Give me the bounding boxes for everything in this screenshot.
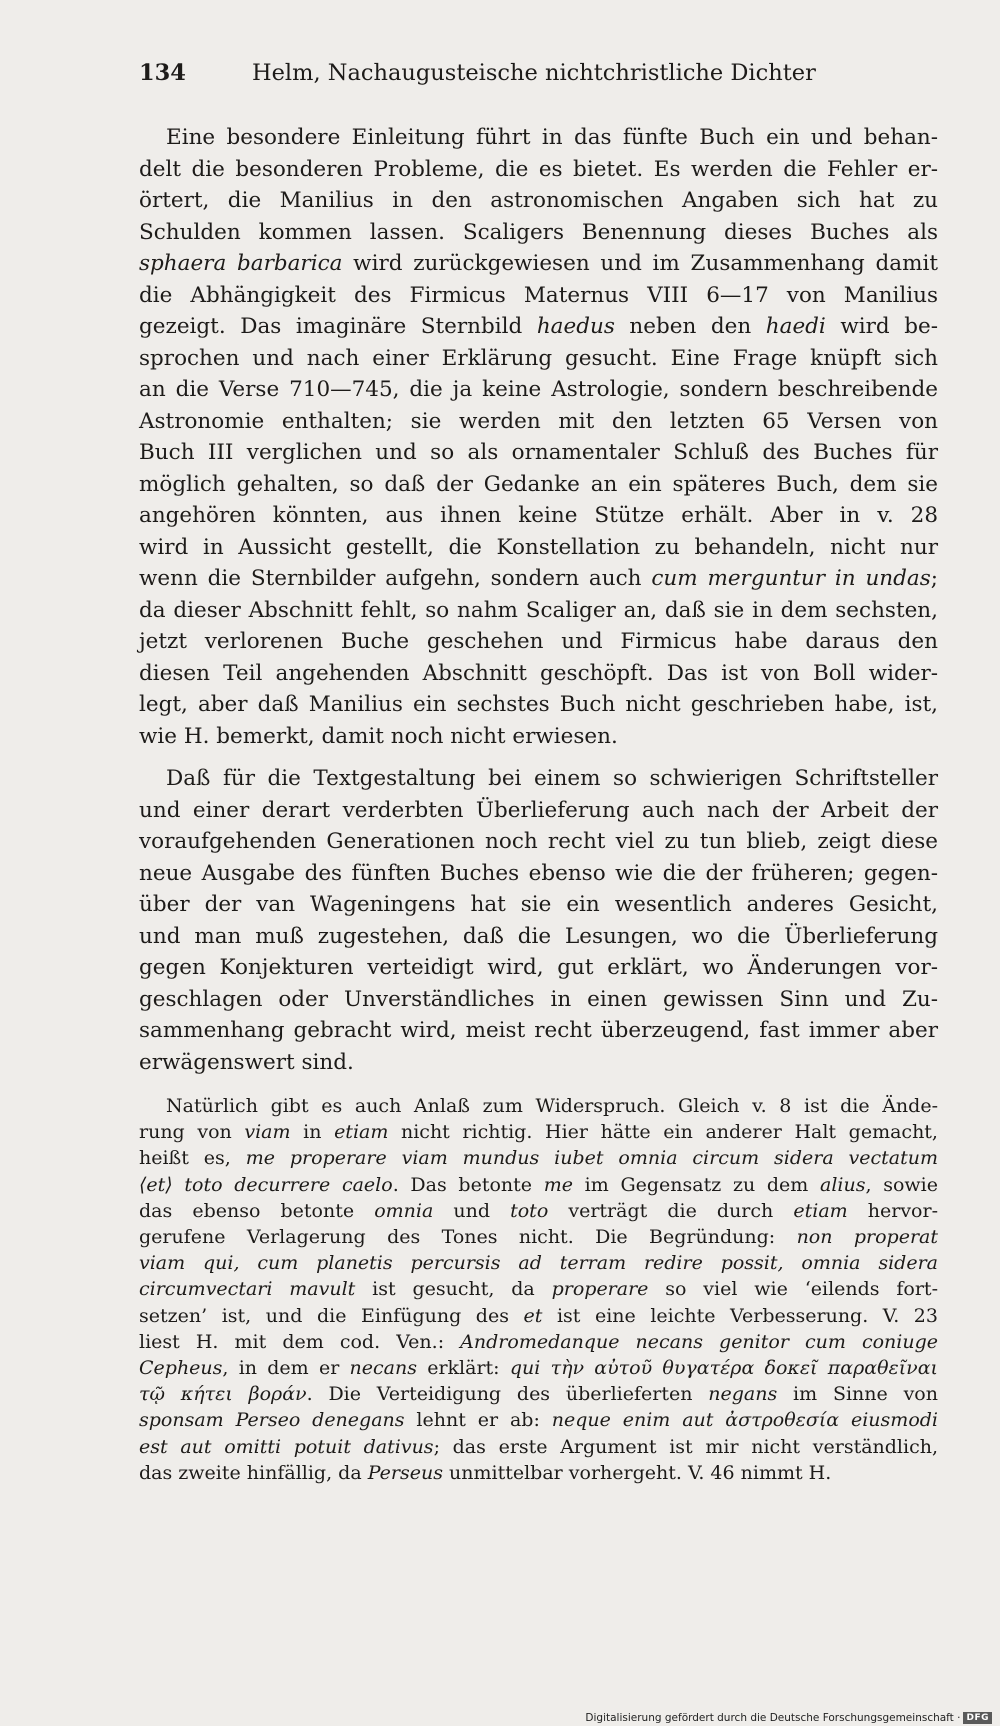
- text-line: diesen Teil angehenden Abschnitt geschöpft. Das ist von Boll wider-: [139, 660, 938, 686]
- text-line: jetzt verlorenen Buche geschehen und Firmicus habe daraus den: [139, 629, 938, 654]
- text-segment: . Das betonte: [392, 1173, 544, 1196]
- text-line: sprochen und nach einer Erklärung gesucht. Eine Frage knüpft sich: [139, 345, 938, 371]
- text-segment: verträgt die durch: [548, 1199, 794, 1222]
- text-segment: wenn die Sternbilder aufgehn, sondern auch: [139, 566, 652, 591]
- italic-segment: et: [523, 1304, 543, 1327]
- text-line: [139, 1355, 938, 1381]
- italic-segment: etiam: [793, 1199, 848, 1222]
- italic-segment: viam: [244, 1121, 291, 1144]
- italic-segment: haedi: [765, 314, 826, 339]
- italic-segment: haedus: [536, 314, 615, 339]
- italic-segment: qui τὴν αὐτοῦ θυγατέρα δοκεῖ παραθεῖναι: [509, 1357, 938, 1380]
- text-line: gegen Konjekturen verteidigt wird, gut erklärt, wo Änderungen vor-: [139, 955, 938, 980]
- italic-segment: Perseus: [367, 1461, 443, 1484]
- text-segment: im Sinne von: [777, 1383, 938, 1406]
- text-line: [139, 1119, 938, 1145]
- text-line: [139, 1303, 938, 1329]
- page-number: 134: [139, 60, 186, 86]
- text-line: an die Verse 710—745, die ja keine Astrologie, sondern beschreibende: [139, 377, 938, 402]
- text-segment: gerufene Verlagerung des Tones nicht. Die Begründung:: [139, 1226, 797, 1249]
- text-line: Astronomie enthalten; sie werden mit den letzten 65 Versen von: [139, 408, 938, 434]
- text-line: da dieser Abschnitt fehlt, so nahm Scaliger an, daß sie in dem sechsten,: [139, 597, 938, 623]
- text-line: [139, 1250, 938, 1276]
- text-line: und einer derart verderbten Überlieferung auch nach der Arbeit der: [139, 797, 938, 823]
- text-line: Natürlich gibt es auch Anlaß zum Widerspruch. Gleich v. 8 ist die Ände-: [166, 1095, 938, 1117]
- text-line: über der van Wageningens hat sie ein wesentlich anderes Gesicht,: [139, 892, 938, 917]
- italic-segment: alius: [820, 1173, 866, 1196]
- italic-segment: omnia: [374, 1199, 434, 1222]
- footer-text: Digitalisierung gefördert durch die Deutsche Forschungsgemeinschaft ·: [585, 1712, 961, 1724]
- italic-segment: sphaera barbarica: [139, 251, 343, 276]
- text-segment: lehnt er ab:: [404, 1409, 552, 1432]
- text-segment: . Die Verteidigung des überlieferten: [306, 1383, 709, 1406]
- text-line: wird in Aussicht gestellt, die Konstellation zu behandeln, nicht nur: [139, 534, 938, 560]
- text-segment: heißt es,: [139, 1147, 246, 1170]
- text-line: delt die besonderen Probleme, die es bietet. Es werden die Fehler er-: [139, 156, 938, 182]
- text-line: [139, 1381, 938, 1407]
- text-segment: wird zurückgewiesen und im Zusammenhang damit: [342, 251, 938, 276]
- text-segment: wird be-: [825, 314, 938, 339]
- text-segment: , in dem er: [222, 1357, 350, 1380]
- text-line: und man muß zugestehen, daß die Lesungen, wo die Überlieferung: [139, 923, 938, 949]
- text-line: möglich gehalten, so daß der Gedanke an ein späteres Buch, dem sie: [139, 471, 938, 497]
- text-line: angehören könnten, aus ihnen keine Stütze erhält. Aber in v. 28: [139, 503, 938, 528]
- text-line: sammenhang gebracht wird, meist recht überzeugend, fast immer aber: [139, 1018, 938, 1043]
- text-segment: ;: [930, 566, 939, 591]
- italic-segment: me properare viam mundus iubet omnia circum sidera vectatum: [245, 1147, 939, 1170]
- italic-segment: ⟨et⟩ toto decurrere caelo: [139, 1173, 393, 1196]
- text-line: wie H. bemerkt, damit noch nicht erwiesen.: [139, 723, 618, 749]
- italic-segment: Andromedanque necans genitor cum coniuge: [460, 1330, 938, 1353]
- text-line: [139, 1460, 938, 1486]
- text-segment: so viel wie ‘eilends fort-: [648, 1278, 938, 1301]
- text-segment: setzen’ ist, und die Einfügung des: [139, 1304, 524, 1327]
- italic-segment: properare: [551, 1278, 649, 1301]
- italic-segment: non properat: [796, 1226, 938, 1249]
- footer-credit: [585, 1712, 992, 1724]
- italic-segment: est aut omitti potuit dativus: [139, 1435, 434, 1458]
- text-segment: unmittelbar vorhergeht. V. 46 nimmt H.: [442, 1461, 832, 1484]
- text-line: geschlagen oder Unverständliches in einen gewissen Sinn und Zu-: [139, 986, 938, 1012]
- running-title: Helm, Nachaugusteische nichtchristliche Dichter: [252, 60, 816, 86]
- text-segment: ist gesucht, da: [355, 1278, 552, 1301]
- dfg-logo: DFG: [963, 1712, 992, 1724]
- text-line: [139, 1276, 938, 1302]
- italic-segment: necans: [349, 1357, 417, 1380]
- paragraph-2: [139, 763, 938, 1078]
- text-segment: erklärt:: [416, 1357, 510, 1380]
- text-line: erwägenswert sind.: [139, 1049, 354, 1075]
- text-segment: das ebenso betonte: [139, 1199, 375, 1222]
- text-line: [139, 248, 938, 280]
- text-line: [139, 1224, 938, 1250]
- text-segment: neben den: [614, 314, 766, 339]
- text-line: Eine besondere Einleitung führt in das fünfte Buch ein und behan-: [166, 125, 938, 150]
- text-segment: ; das erste Argument ist mir nicht verständlich,: [433, 1435, 938, 1458]
- text-segment: hervor-: [847, 1199, 938, 1222]
- text-line: Daß für die Textgestaltung bei einem so schwierigen Schriftsteller: [166, 766, 938, 791]
- italic-segment: Cepheus: [139, 1357, 223, 1380]
- italic-segment: me: [543, 1173, 573, 1196]
- text-line: [139, 1145, 938, 1171]
- small-print-notes: [139, 1093, 938, 1486]
- text-line: [139, 563, 938, 595]
- text-line: [139, 1172, 938, 1198]
- text-line: neue Ausgabe des fünften Buches ebenso wie die der früheren; gegen-: [139, 860, 938, 886]
- text-line: [139, 1329, 938, 1355]
- text-line: legt, aber daß Manilius ein sechstes Buch nicht geschrieben habe, ist,: [139, 692, 938, 717]
- italic-segment: etiam: [334, 1121, 389, 1144]
- text-segment: im Gegensatz zu dem: [572, 1173, 820, 1196]
- text-segment: liest H. mit dem cod. Ven.:: [139, 1330, 461, 1353]
- text-line: [139, 1434, 938, 1460]
- text-line: [139, 1198, 938, 1224]
- italic-segment: circumvectari mavult: [139, 1278, 356, 1301]
- text-segment: nicht richtig. Hier hätte ein anderer Halt gemacht,: [388, 1121, 938, 1144]
- text-line: voraufgehenden Generationen noch recht viel zu tun blieb, zeigt diese: [139, 829, 938, 854]
- text-line: Buch III verglichen und so als ornamentaler Schluß des Buches für: [139, 440, 938, 465]
- text-segment: gezeigt. Das imaginäre Sternbild: [139, 314, 537, 339]
- text-segment: ist eine leichte Verbesserung. V. 23: [542, 1304, 938, 1327]
- italic-segment: neque enim aut ἀστροθεσία eiusmodi: [551, 1409, 938, 1432]
- text-line: [139, 1407, 938, 1433]
- text-segment: in: [290, 1121, 335, 1144]
- text-segment: , sowie: [865, 1173, 938, 1196]
- text-line: örtert, die Manilius in den astronomischen Angaben sich hat zu: [139, 188, 938, 213]
- text-segment: rung von: [139, 1121, 245, 1144]
- text-line: die Abhängigkeit des Firmicus Maternus VIII 6—17 von Manilius: [139, 282, 938, 308]
- text-line: Schulden kommen lassen. Scaligers Benennung dieses Buches als: [139, 219, 938, 245]
- text-line: [139, 311, 938, 343]
- text-segment: und: [433, 1199, 511, 1222]
- paragraph-1: [139, 122, 938, 752]
- italic-segment: negans: [708, 1383, 778, 1406]
- italic-segment: toto: [510, 1199, 549, 1222]
- italic-segment: τῷ κήτει βοράν: [139, 1383, 307, 1406]
- text-segment: das zweite hinfällig, da: [139, 1461, 368, 1484]
- running-header: [139, 60, 939, 86]
- italic-segment: sponsam Perseo denegans: [139, 1409, 405, 1432]
- italic-segment: viam qui, cum planetis percursis ad terram redire possit, omnia sidera: [139, 1252, 938, 1275]
- italic-segment: cum merguntur in undas: [651, 566, 931, 591]
